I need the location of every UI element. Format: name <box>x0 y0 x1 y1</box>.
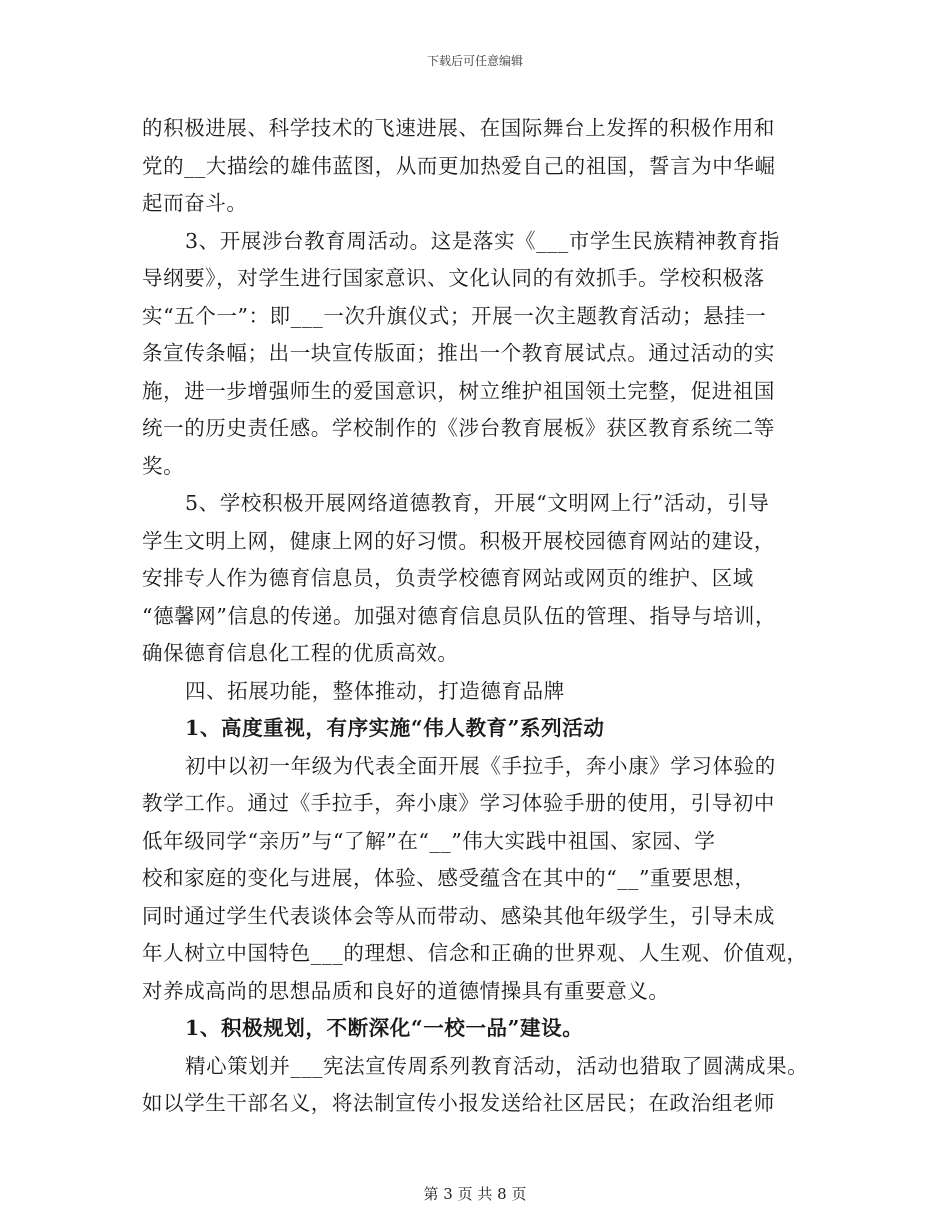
page-header-note: 下载后可任意编辑 <box>426 54 523 68</box>
paragraph-line: 对养成高尚的思想品质和良好的道德情操具有重要意义。 <box>142 978 670 1003</box>
section-heading-line: 1、积极规划，不断深化“一校一品”建设。 <box>185 1016 584 1040</box>
paragraph-line: 统一的历史责任感。学校制作的《涉台教育展板》获区教育系统二等 <box>142 416 775 440</box>
paragraph-line: 精心策划并___宪法宣传周系列教育活动，活动也猎取了圆满成果。 <box>185 1053 809 1078</box>
paragraph-line: 的积极进展、科学技术的飞速进展、在国际舞台上发挥的积极作用和 <box>142 116 775 140</box>
paragraph-line: 低年级同学“亲历”与“了解”在“__”伟大实践中祖国、家园、学 <box>142 828 716 853</box>
paragraph-line: 起而奋斗。 <box>142 191 248 215</box>
paragraph-line: 5、学校积极开展网络道德教育，开展“文明网上行”活动，引导 <box>185 491 770 515</box>
paragraph-line: 年人树立中国特色___的理想、信念和正确的世界观、人生观、价值观， <box>142 941 808 965</box>
paragraph-line: “德馨网”信息的传递。加强对德育信息员队伍的管理、指导与培训， <box>142 603 777 628</box>
paragraph-line: 条宣传条幅；出一块宣传版面；推出一个教育展试点。通过活动的实 <box>142 341 775 365</box>
paragraph-line: 施，进一步增强师生的爱国意识，树立维护祖国领土完整，促进祖国 <box>142 378 775 403</box>
paragraph-line: 奖。 <box>142 453 185 478</box>
paragraph-line: 导纲要》，对学生进行国家意识、文化认同的有效抓手。学校积极落 <box>142 266 765 290</box>
paragraph-line: 确保德育信息化工程的优质高效。 <box>142 641 459 665</box>
paragraph-line: 同时通过学生代表谈体会等从而带动、感染其他年级学生，引导未成 <box>142 903 775 928</box>
paragraph-line: 初中以初一年级为代表全面开展《手拉手，奔小康》学习体验的 <box>185 753 776 778</box>
paragraph-line: 四、拓展功能，整体推动，打造德育品牌 <box>185 678 565 703</box>
paragraph-line: 实“五个一”：即___一次升旗仪式；开展一次主题教育活动；悬挂一 <box>142 303 767 328</box>
paragraph-line: 如以学生干部名义，将法制宣传小报发送给社区居民；在政治组老师 <box>142 1091 775 1115</box>
paragraph-line: 校和家庭的变化与进展，体验、感受蕴含在其中的“__”重要思想， <box>142 866 756 890</box>
document-body <box>142 110 822 1123</box>
paragraph-line: 3、开展涉台教育周活动。这是落实《___市学生民族精神教育指 <box>185 228 780 253</box>
page-footer-number: 第 3 页 共 8 页 <box>423 1185 527 1203</box>
paragraph-line: 安排专人作为德育信息员，负责学校德育网站或网页的维护、区域 <box>142 566 754 590</box>
paragraph-line: 教学工作。通过《手拉手，奔小康》学习体验手册的使用，引导初中 <box>142 791 775 815</box>
paragraph-line: 党的__大描绘的雄伟蓝图，从而更加热爱自己的祖国，誓言为中华崛 <box>142 153 776 178</box>
section-heading-line: 1、高度重视，有序实施“伟人教育”系列活动 <box>185 716 605 740</box>
paragraph-line: 学生文明上网，健康上网的好习惯。积极开展校园德育网站的建设， <box>142 528 775 553</box>
